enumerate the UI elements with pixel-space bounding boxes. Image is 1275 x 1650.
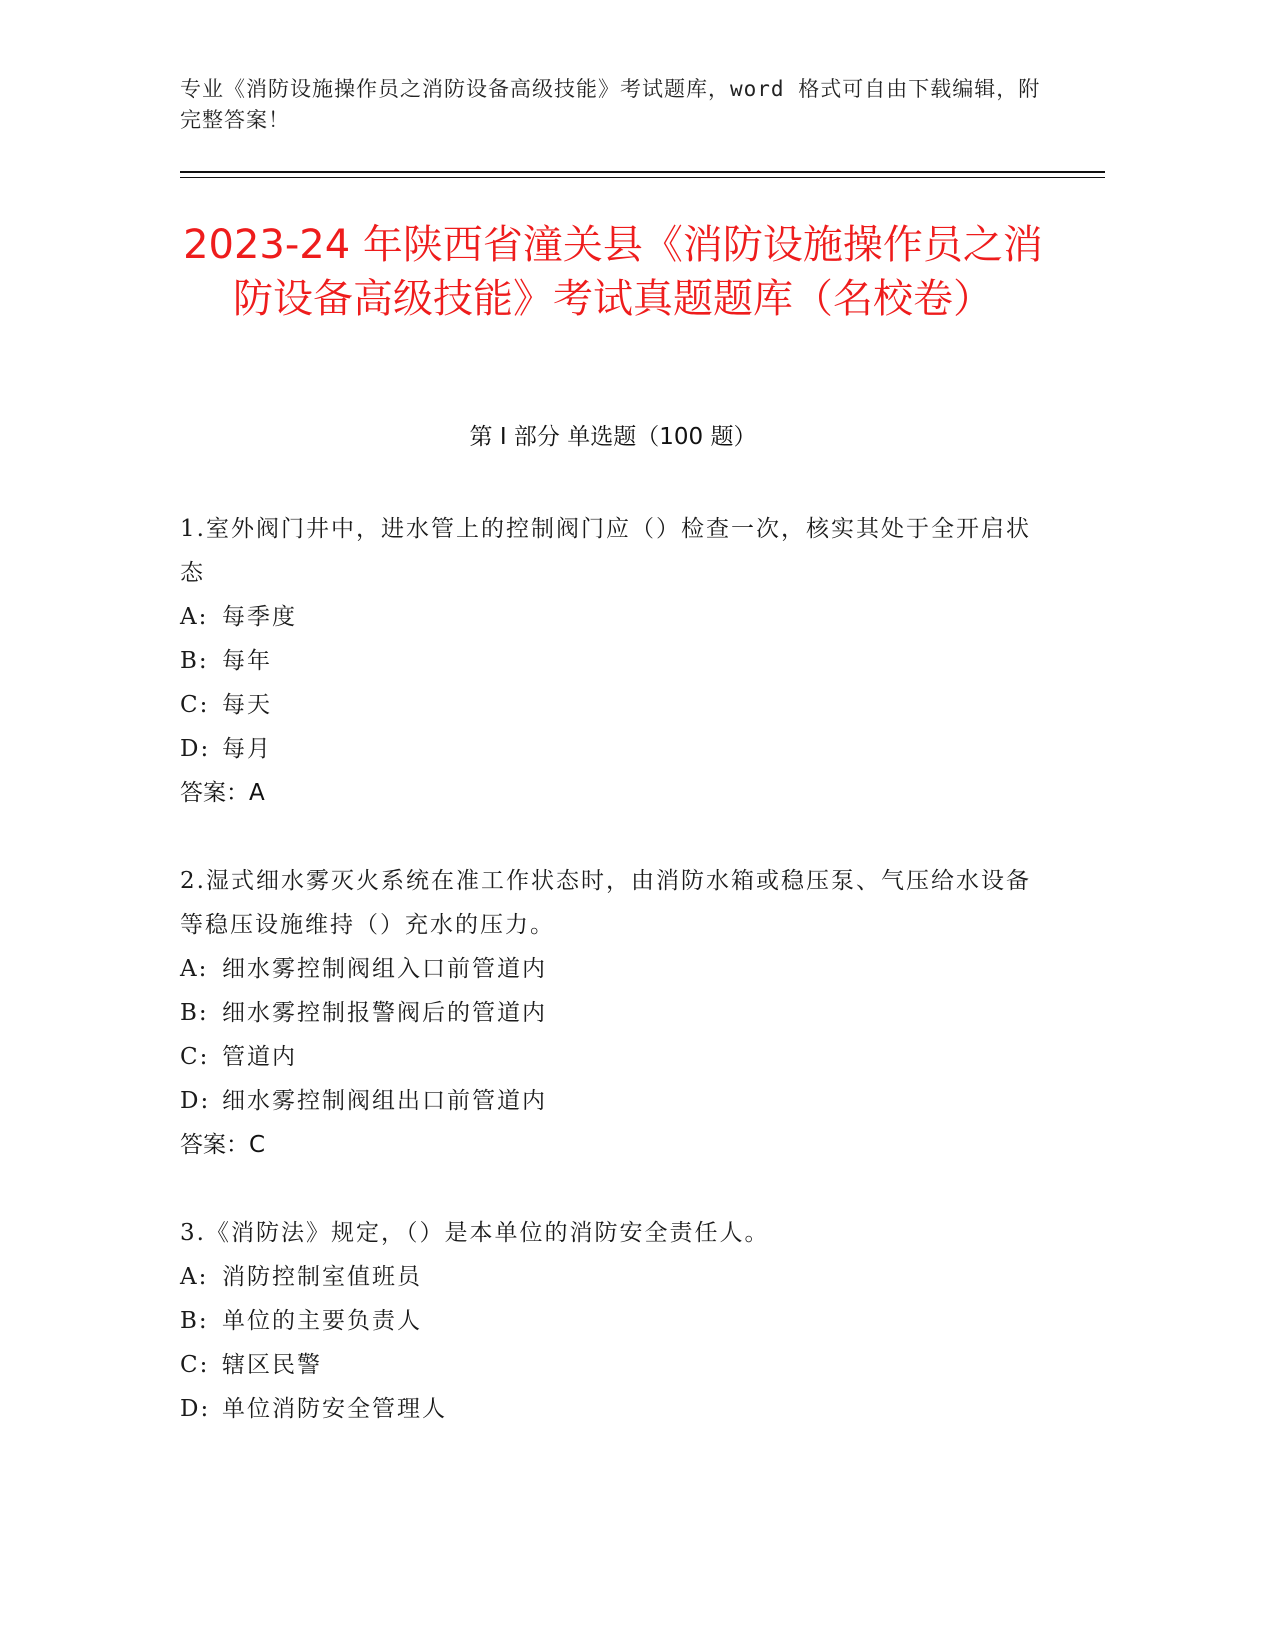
- option-text: 管道内: [222, 1044, 297, 1070]
- option-letter: D:: [180, 1088, 211, 1114]
- option-letter: B:: [180, 1000, 209, 1026]
- option-text: 细水雾控制报警阀后的管道内: [222, 1000, 547, 1026]
- header-divider-thick: [180, 171, 1105, 173]
- header-note: 专业《消防设施操作员之消防设备高级技能》考试题库，word 格式可自由下载编辑，附完整答案！: [180, 77, 1041, 132]
- option-c: [180, 1343, 1040, 1387]
- answer-line: 答案：A: [180, 780, 265, 806]
- option-text: 消防控制室值班员: [222, 1264, 422, 1290]
- question-1: [180, 507, 1040, 815]
- answer-line: 答案：C: [180, 1132, 266, 1158]
- option-c: [180, 1035, 1040, 1079]
- option-text: 细水雾控制阀组出口前管道内: [222, 1088, 547, 1114]
- option-letter: A:: [180, 956, 209, 982]
- option-b: [180, 639, 1040, 683]
- question-3: [180, 1211, 1040, 1431]
- question-stem: 2.湿式细水雾灭火系统在准工作状态时，由消防水箱或稳压泵、气压给水设备等稳压设施维持（）充水的压力。: [180, 868, 1031, 938]
- option-letter: D:: [180, 736, 211, 762]
- section-heading: 第 I 部分 单选题（100 题）: [469, 424, 757, 450]
- option-b: [180, 991, 1040, 1035]
- option-text: 辖区民警: [222, 1352, 322, 1378]
- option-text: 每天: [222, 692, 272, 718]
- option-text: 每年: [222, 648, 272, 674]
- option-letter: A:: [180, 604, 209, 630]
- option-letter: C:: [180, 692, 210, 718]
- option-b: [180, 1299, 1040, 1343]
- option-text: 每季度: [222, 604, 297, 630]
- option-letter: B:: [180, 1308, 209, 1334]
- option-letter: B:: [180, 648, 209, 674]
- option-letter: C:: [180, 1044, 210, 1070]
- option-letter: D:: [180, 1396, 211, 1422]
- header-divider-thin: [180, 177, 1105, 178]
- option-letter: A:: [180, 1264, 209, 1290]
- document-title: 2023-24 年陕西省潼关县《消防设施操作员之消防设备高级技能》考试真题题库（名校卷）: [183, 222, 1043, 322]
- question-list: [180, 507, 1040, 1475]
- question-stem: 3.《消防法》规定，（）是本单位的消防安全责任人。: [180, 1220, 770, 1246]
- option-letter: C:: [180, 1352, 210, 1378]
- option-a: [180, 595, 1040, 639]
- option-text: 单位消防安全管理人: [222, 1396, 447, 1422]
- option-a: [180, 1255, 1040, 1299]
- question-stem: 1.室外阀门井中，进水管上的控制阀门应（）检查一次，核实其处于全开启状态: [180, 516, 1031, 586]
- option-text: 单位的主要负责人: [222, 1308, 422, 1334]
- option-d: [180, 1387, 1040, 1431]
- option-c: [180, 683, 1040, 727]
- option-text: 每月: [222, 736, 272, 762]
- option-text: 细水雾控制阀组入口前管道内: [222, 956, 547, 982]
- option-a: [180, 947, 1040, 991]
- option-d: [180, 1079, 1040, 1123]
- question-2: [180, 859, 1040, 1167]
- option-d: [180, 727, 1040, 771]
